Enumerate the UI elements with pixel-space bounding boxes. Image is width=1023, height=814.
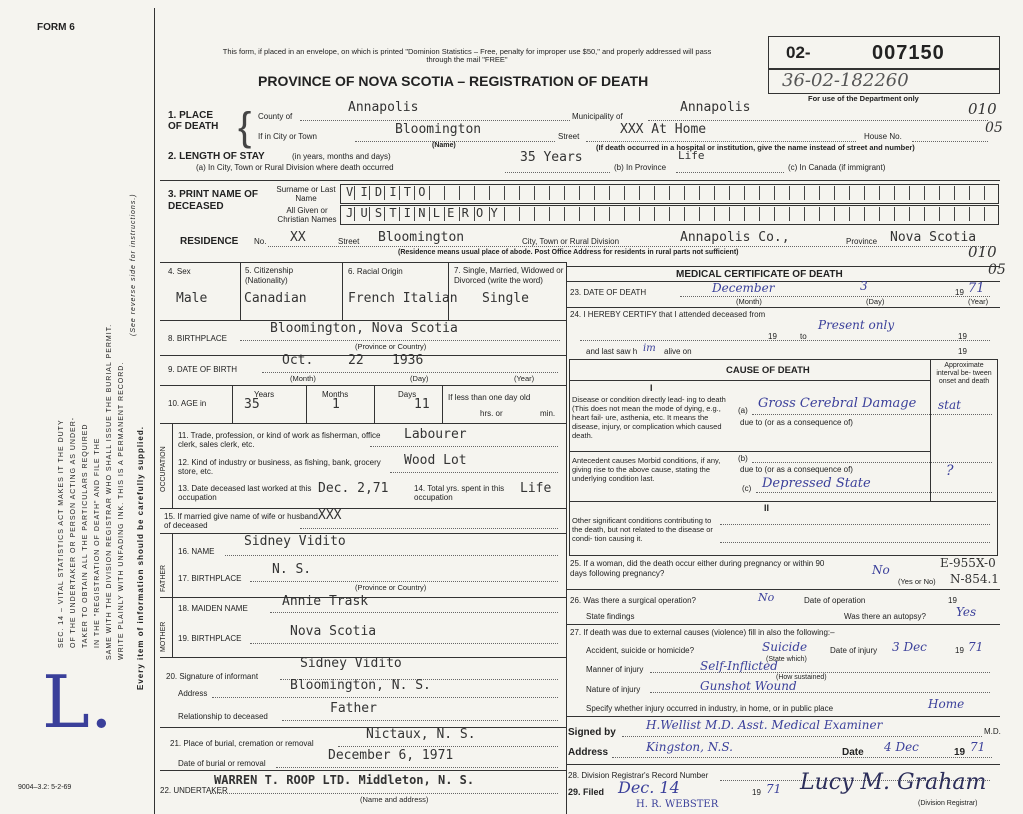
dob-line [262, 372, 558, 373]
residence-no-value: XX [290, 230, 306, 245]
age-hrs-label: hrs. or [480, 409, 503, 418]
medical-top-rule [566, 266, 1000, 267]
row-15-rule [160, 508, 566, 509]
industry-label: 12. Kind of industry or business, as fishing, bank, grocery store, etc. [178, 458, 381, 476]
death-month: December [712, 281, 775, 295]
spouse-line [300, 528, 558, 529]
code-n: N-854.1 [950, 572, 999, 586]
residence-city-value: Annapolis Co., [680, 230, 790, 245]
certify-line [580, 340, 990, 341]
side-instruction-line-2: OF THE UNDERTAKER OR PERSON ACTING AS UNDER- [70, 416, 77, 648]
cause-a-interval: stat [938, 398, 961, 412]
code-010-b: 010 [968, 243, 997, 261]
accident-value: Suicide [762, 640, 808, 654]
dob-label: 9. DATE OF BIRTH [168, 365, 238, 374]
mother-maiden-line [270, 612, 558, 613]
signature-date: 4 Dec [884, 740, 919, 754]
citizen-divider [342, 262, 343, 320]
cause-b-line [752, 462, 992, 463]
informant-address-line [212, 697, 558, 698]
dob-month-sub: (Month) [290, 374, 316, 383]
burial-date: December 6, 1971 [328, 748, 454, 763]
age-label: 10. AGE in [168, 399, 207, 408]
record-number-label: 28. Division Registrar's Record Number [568, 771, 709, 780]
part-2-rule [569, 501, 996, 502]
death-year-sub: (Year) [968, 297, 989, 306]
cause-c-interval: ? [946, 463, 954, 479]
surgery-value: No [758, 591, 775, 604]
age-years-value: 35 [244, 397, 260, 412]
residence-line [268, 246, 993, 247]
webster-stamp: H. R. WEBSTER [636, 799, 719, 810]
spouse-label: 15. If married give name of wife or husband of deceased [164, 512, 318, 530]
burial-date-label: Date of burial or removal [178, 759, 266, 768]
last-worked-label: 13. Date deceased last worked at this occupation [178, 484, 312, 502]
death-year-prefix: 19 [955, 288, 964, 297]
medical-certificate-title: MEDICAL CERTIFICATE OF DEATH [676, 269, 843, 280]
registration-prefix: 02- [786, 43, 811, 62]
cause-b-label: (b) [738, 454, 748, 463]
side-instruction-line-3: TAKER TO OBTAIN ALL THE PARTICULARS REQUIRED [82, 423, 89, 648]
signature-year-prefix: 19 [954, 747, 966, 758]
industry-value: Wood Lot [404, 453, 467, 468]
q26-rule [566, 589, 1000, 590]
birthplace-sub: (Province or Country) [355, 342, 427, 351]
signature-address: Kingston, N.S. [646, 740, 733, 754]
side-instruction-line-8: Every item of information should be carefully supplied. [136, 426, 145, 690]
side-instruction-line-4: IN THE "REGISTRATION OF DEATH" AND FILE THE [94, 437, 101, 648]
findings-label: State findings [586, 612, 635, 621]
dob-day: 22 [348, 353, 364, 368]
undertaker-label: 22. UNDERTAKER [160, 786, 228, 795]
injury-date: 3 Dec [892, 640, 927, 654]
cause-c-line [756, 492, 992, 493]
informant-address-label: Address [178, 689, 208, 698]
occupation-vertical-label: OCCUPATION [160, 446, 167, 492]
father-name-line [225, 555, 558, 556]
cause-due-to-a: due to (or as a consequence of) [740, 418, 853, 427]
cause-a-value: Gross Cerebral Damage [758, 396, 917, 411]
code-010-a: 010 [968, 100, 997, 118]
dob-month: Oct. [282, 353, 314, 368]
stay-b-line [676, 172, 784, 173]
nature-value: Gunshot Wound [700, 679, 797, 693]
mother-vert-rule [172, 597, 173, 657]
father-name-label: 16. NAME [178, 547, 215, 556]
signature-address-line [612, 757, 992, 758]
sex-divider [240, 262, 241, 320]
place-of-death-label: 1. PLACE OF DEATH [168, 110, 219, 132]
father-birthplace-line [250, 581, 558, 582]
stay-c-label: (c) In Canada (if immigrant) [788, 163, 886, 172]
city-label: If in City or Town [258, 132, 317, 141]
birthplace-label: 8. BIRTHPLACE [168, 334, 227, 343]
trade-line [370, 446, 558, 447]
manner-label: Manner of injury [586, 665, 644, 674]
dob-day-sub: (Day) [410, 374, 429, 383]
father-birthplace-value: N. S. [272, 562, 312, 577]
code-e: E-955X-0 [940, 556, 996, 570]
death-day: 3 [860, 279, 868, 293]
mail-notice: This form, if placed in an envelope, on which is printed "Dominion Statistics – Free, penalty for improper use $50," and properly addressed will pass through the mail "FREE" [222, 47, 712, 65]
other-line-2 [720, 542, 990, 543]
surname-label: Surname or Last Name [276, 185, 336, 203]
stay-a-line [505, 172, 610, 173]
racial-origin-label: 6. Racial Origin [348, 267, 403, 276]
name-section-top-rule [160, 180, 1000, 181]
cause-a-line [752, 414, 992, 415]
death-date-line [680, 296, 990, 297]
relationship-line [282, 720, 558, 721]
brace: { [238, 105, 252, 149]
cause-a-label: (a) [738, 406, 748, 415]
alive-on-label: alive on [664, 347, 692, 356]
signature-rule [566, 716, 1000, 717]
signature-date-label: Date [842, 747, 864, 758]
marital-value: Single [482, 291, 529, 306]
residence-province-value: Nova Scotia [890, 230, 977, 245]
citizenship-value: Canadian [244, 291, 307, 306]
division-rule [566, 764, 1000, 765]
q27-rule [566, 624, 1000, 625]
age-less-label: If less than one day old [448, 393, 531, 402]
spouse-value: XXX [318, 508, 342, 523]
hospital-note: (If death occurred in a hospital or institution, give the name instead of street and number) [596, 143, 915, 152]
other-conditions-label: Other significant conditions contributing to the death, but not related to the disease or condi- tion causing it. [572, 516, 713, 543]
cause-due-to-b: due to (or as a consequence of) [740, 465, 853, 474]
age-min-label: min. [540, 409, 556, 418]
municipality-label: Municipality of [572, 112, 623, 121]
burial-date-line [276, 767, 558, 768]
certify-label: 24. I HEREBY CERTIFY that I attended deceased from [570, 310, 766, 319]
present-only: Present only [818, 318, 895, 332]
informant-name: Sidney Vidito [300, 656, 402, 671]
racial-origin-value: French Italian [348, 291, 458, 306]
pregnancy-yesno: (Yes or No) [898, 577, 936, 586]
where-label: Specify whether injury occurred in industry, in home, or in public place [586, 704, 834, 713]
side-instruction-line-6: WRITE PLAINLY WITH UNFADING INK. THIS IS A PERMANENT RECORD. [118, 361, 125, 660]
industry-line [390, 472, 558, 473]
mother-maiden-label: 18. MAIDEN NAME [178, 604, 248, 613]
house-number-label: House No. [864, 132, 902, 141]
code-05-b: 05 [988, 262, 1006, 278]
relationship-label: Relationship to deceased [178, 712, 268, 721]
registration-number: 007150 [872, 42, 945, 64]
autopsy-value: Yes [956, 605, 977, 619]
row-21-rule [160, 727, 566, 728]
given-names-value: J U S T I N L E R O Y [346, 206, 498, 220]
mother-birthplace-label: 19. BIRTHPLACE [178, 634, 242, 643]
citizenship-label: 5. Citizenship (Nationality) [245, 266, 294, 285]
filed-label: 29. Filed [568, 787, 605, 797]
city-value: Bloomington [395, 122, 482, 137]
disease-label: Disease or condition directly lead- ing to death (This does not mean the mode of dying, e.g., heart fail- ure, asthenia, etc. It means the disease, injury, or complication which caused death. [572, 395, 726, 440]
informant-label: 20. Signature of informant [166, 672, 259, 681]
house-line [912, 141, 988, 142]
row-16-rule [160, 533, 566, 534]
street-label: Street [558, 132, 580, 141]
surgery-label: 26. Was there a surgical operation? [570, 596, 696, 605]
residence-city-label: City, Town or Rural Division [522, 237, 620, 246]
registrar-signature: Lucy M. Graham [800, 770, 987, 795]
burial-place: Nictaux, N. S. [366, 727, 476, 742]
q24-rule [566, 307, 1000, 308]
left-margin-rule [154, 8, 155, 814]
street-value: XXX At Home [620, 122, 707, 137]
last-saw-19: 19 [958, 347, 967, 356]
informant-address: Bloomington, N. S. [290, 678, 431, 693]
father-birthplace-sub: (Province or Country) [355, 583, 427, 592]
father-vert-rule [172, 533, 173, 597]
certify-19b: 19 [958, 332, 967, 341]
autopsy-label: Was there an autopsy? [844, 612, 926, 621]
residence-no-label: No. [254, 237, 267, 246]
mother-vertical-label: MOTHER [160, 621, 167, 652]
length-of-stay-label: 2. LENGTH OF STAY [168, 151, 265, 162]
stay-b-label: (b) In Province [614, 163, 667, 172]
last-saw-label: and last saw h [586, 347, 638, 356]
age-div-3 [374, 385, 375, 423]
age-days-value: 11 [414, 397, 430, 412]
accident-label: Accident, suicide or homicide? [586, 646, 695, 655]
dob-year: 1936 [392, 353, 424, 368]
form-number: FORM 6 [37, 22, 75, 33]
signature-address-label: Address [568, 747, 609, 758]
length-of-stay-life: Life [678, 149, 705, 162]
birthplace-line [240, 340, 560, 341]
residence-note: (Residence means usual place of abode. Post Office Address for residents in rural parts not sufficient) [398, 249, 739, 256]
last-saw-handwritten: im [643, 343, 656, 354]
father-birthplace-label: 17. BIRTHPLACE [178, 574, 242, 583]
birthplace-value: Bloomington, Nova Scotia [270, 321, 458, 336]
state-which: (State which) [766, 656, 807, 663]
cause-title-rule [569, 380, 930, 381]
injury-date-label: Date of injury [830, 646, 878, 655]
signed-by-value: H.Wellist M.D. Asst. Medical Examiner [646, 718, 883, 732]
pregnancy-label: 25. If a woman, did the death occur either during pregnancy or within 90 days following pregnancy? [570, 559, 825, 578]
signature-year: 71 [970, 740, 986, 754]
death-year: 71 [968, 281, 985, 296]
manner-line [650, 672, 990, 673]
cause-c-label: (c) [742, 484, 752, 493]
row-22-rule [160, 770, 566, 771]
side-instruction-line-7: (See reverse side for instructions.) [130, 193, 137, 336]
age-months-value: 1 [332, 397, 340, 412]
certify-19a: 19 [768, 332, 777, 341]
code-05-a: 05 [985, 120, 1003, 136]
nature-line [650, 692, 990, 693]
department-number: 36-02-182260 [782, 70, 909, 91]
undertaker-value: WARREN T. ROOP LTD. Middleton, N. S. [214, 773, 475, 787]
age-div-1 [232, 385, 233, 423]
antecedent-rule [569, 451, 930, 452]
initial-mark: L. [42, 660, 113, 744]
trade-label: 11. Trade, profession, or kind of work as fisherman, office clerk, sales clerk, etc. [178, 431, 381, 449]
side-instruction-line-5: SAME WITH THE DIVISION REGISTRAR WHO SHALL ISSUE THE BURIAL PERMIT. [106, 323, 113, 660]
signed-by-label: Signed by [568, 727, 616, 738]
dob-year-sub: (Year) [514, 374, 535, 383]
interval-header: Approximate interval be- tween onset and death [936, 362, 992, 385]
medical-title-rule [566, 281, 1000, 282]
surname-cell-dividers [340, 186, 985, 200]
antecedent-label: Antecedent causes Morbid conditions, if any, giving rise to the above cause, stating the underlying condition last. [572, 456, 721, 483]
signed-by-line [622, 736, 982, 737]
md-suffix: M.D. [984, 727, 1001, 736]
marital-label: 7. Single, Married, Widowed or Divorced (write the word) [454, 266, 564, 285]
nature-label: Nature of injury [586, 685, 641, 694]
burial-line [338, 746, 558, 747]
surname-value: V I D I T O [346, 185, 426, 199]
department-label: For use of the Department only [808, 94, 919, 103]
residence-label: RESIDENCE [180, 236, 239, 247]
name-sublabel: (Name) [432, 142, 456, 149]
relationship-value: Father [330, 701, 377, 716]
sex-label: 4. Sex [168, 267, 191, 276]
undertaker-sub: (Name and address) [360, 795, 429, 804]
father-name-value: Sidney Vidito [244, 534, 346, 549]
registrar-label: (Division Registrar) [918, 800, 978, 807]
residence-street-value: Bloomington [378, 230, 465, 245]
death-day-sub: (Day) [866, 297, 885, 306]
filed-year-prefix: 19 [752, 788, 761, 797]
residence-province-label: Province [846, 237, 878, 246]
date-of-death-label: 23. DATE OF DEATH [570, 288, 647, 297]
sex-value: Male [176, 291, 208, 306]
given-names-label: All Given or Christian Names [277, 206, 337, 224]
lower-left-top-rule [160, 262, 566, 263]
street-line [586, 141, 856, 142]
operation-date-label: Date of operation [804, 596, 866, 605]
father-vertical-label: FATHER [160, 564, 167, 592]
age-div-4 [442, 385, 443, 423]
length-of-stay-value: 35 Years [520, 150, 583, 165]
county-line [300, 120, 570, 121]
cause-of-death-title: CAUSE OF DEATH [726, 365, 810, 376]
cause-c-value: Depressed State [762, 476, 871, 491]
death-month-sub: (Month) [736, 297, 762, 306]
county-label: County of [258, 112, 293, 121]
filed-date: Dec. 14 [618, 778, 680, 797]
mother-birthplace-line [250, 643, 558, 644]
row-11-rule [160, 423, 566, 424]
row-10-rule [160, 385, 566, 386]
pregnancy-value: No [872, 563, 890, 577]
injury-year: 71 [968, 640, 984, 654]
side-instruction-line-1: SEC. 14 – VITAL STATISTICS ACT MAKES IT THE DUTY [58, 419, 65, 648]
filed-year: 71 [766, 782, 782, 796]
burial-label: 21. Place of burial, cremation or removal [170, 739, 314, 748]
age-years-label: Years [254, 390, 275, 399]
length-of-stay-sub: (in years, months and days) [292, 152, 391, 161]
external-causes-label: 27. If death was due to external causes (violence) fill in also the following:– [570, 628, 835, 637]
last-worked-value: Dec. 2,71 [318, 481, 389, 496]
mother-maiden-value: Annie Trask [282, 594, 369, 609]
cause-part-1: I [650, 383, 653, 393]
total-years-label: 14. Total yrs. spent in this occupation [414, 484, 505, 502]
county-value: Annapolis [348, 100, 419, 115]
stay-a-label: (a) In City, Town or Rural Division where death occurred [196, 163, 394, 172]
other-line-1 [720, 524, 990, 525]
cause-part-2: II [764, 503, 770, 513]
interval-divider [930, 359, 931, 501]
municipality-line [648, 120, 988, 121]
where-value: Home [928, 697, 965, 711]
how-sustained: (How sustained) [776, 674, 827, 681]
trade-value: Labourer [404, 427, 467, 442]
occupation-vert-rule [172, 423, 173, 508]
certify-to: to [800, 332, 807, 341]
undertaker-line [210, 793, 558, 794]
municipality-value: Annapolis [680, 100, 751, 115]
print-code: 9004–3.2: 5-2-69 [18, 784, 72, 791]
mother-birthplace-value: Nova Scotia [290, 624, 377, 639]
form-title: PROVINCE OF NOVA SCOTIA – REGISTRATION OF DEATH [258, 73, 649, 89]
operation-date-19: 19 [948, 596, 957, 605]
age-months-label: Months [322, 390, 349, 399]
residence-street-label: Street [338, 237, 360, 246]
total-years-value: Life [520, 481, 552, 496]
injury-year-prefix: 19 [955, 646, 964, 655]
deceased-name-label: 3. PRINT NAME OF DECEASED [168, 189, 259, 212]
center-divider [566, 262, 567, 814]
manner-value: Self-Inflicted [700, 659, 778, 673]
age-days-label: Days [398, 390, 417, 399]
age-div-2 [306, 385, 307, 423]
